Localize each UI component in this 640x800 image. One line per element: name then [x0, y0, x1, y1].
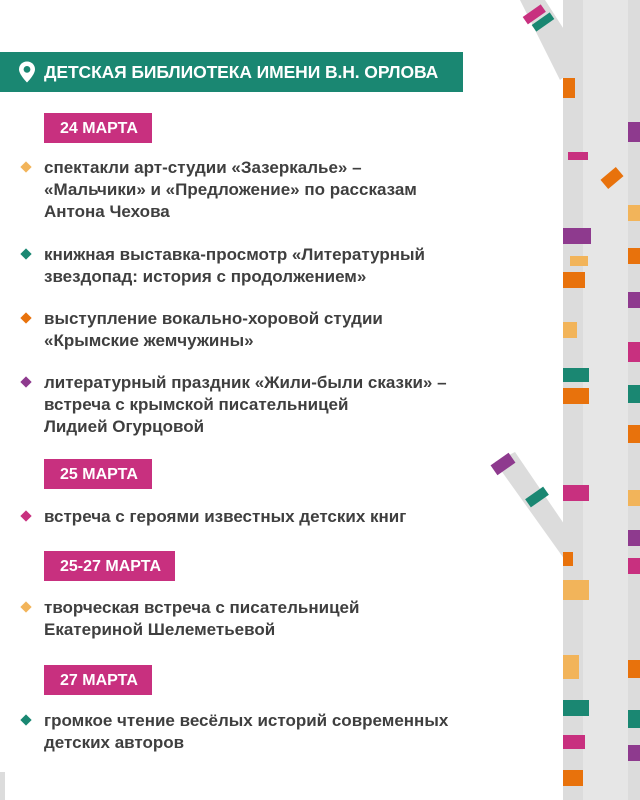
event-text — [44, 244, 534, 288]
event-text-line: громкое чтение весёлых историй современных — [44, 711, 449, 730]
event-text-line: «Мальчики» и «Предложение» по рассказам — [44, 180, 417, 199]
location-pin-icon — [18, 61, 36, 83]
event-text-line: Лидией Огурцовой — [44, 417, 205, 436]
event-text-line: творческая встреча с писательницей — [44, 598, 360, 617]
event-text-line: встреча с крымской писательницей — [44, 395, 349, 414]
event-text-line: книжная выставка-просмотр «Литературный — [44, 245, 425, 264]
library-header — [0, 52, 463, 92]
date-badge: 25 МАРТА — [44, 459, 152, 489]
event-text-line: детских авторов — [44, 733, 185, 752]
event-text-line: спектакли арт-студии «Зазеркалье» – — [44, 158, 362, 177]
date-badge: 25-27 МАРТА — [44, 551, 175, 581]
library-title: ДЕТСКАЯ БИБЛИОТЕКА ИМЕНИ В.Н. ОРЛОВА — [44, 62, 439, 82]
date-badge: 24 МАРТА — [44, 113, 152, 143]
event-text — [44, 372, 534, 438]
date-badge: 27 МАРТА — [44, 665, 152, 695]
event-text-line: «Крымские жемчужины» — [44, 331, 254, 350]
event-text — [44, 157, 534, 223]
event-text-line: выступление вокально-хоровой студии — [44, 309, 383, 328]
event-text-line: встреча с героями известных детских книг — [44, 507, 407, 526]
event-text — [44, 597, 534, 641]
event-text-line: Антона Чехова — [44, 202, 170, 221]
event-text — [44, 506, 534, 528]
event-text-line: литературный праздник «Жили-были сказки» – — [44, 373, 447, 392]
event-text-line: звездопад: история с продолжением» — [44, 267, 367, 286]
event-text — [44, 308, 534, 352]
event-text — [44, 710, 534, 754]
event-text-line: Екатериной Шелеметьевой — [44, 620, 276, 639]
